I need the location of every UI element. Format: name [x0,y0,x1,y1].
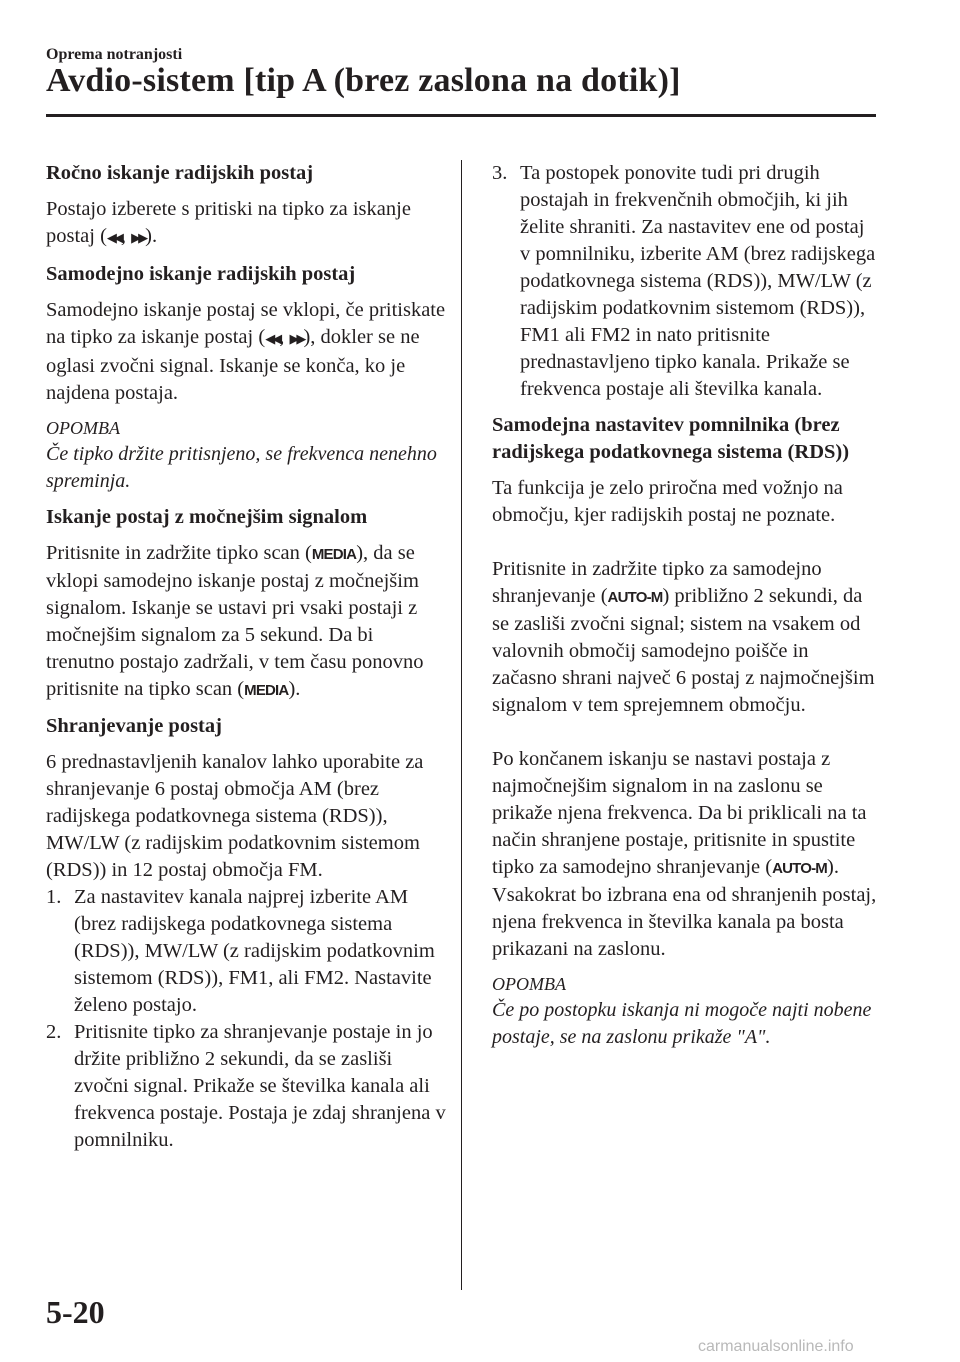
heading-store-stations: Shranjevanje postaj [46,715,222,737]
note-text: Če po postopku iskanja ni mogoče najti nobene postaje, se na zaslonu prikaže "A". [492,999,872,1048]
list-item: 3. Ta postopek ponovite tudi pri drugih postajah in frekvenčnih območjih, ki jih želite shraniti. Za nastavitev ene od postaj v pomnilniku, izberite AM (brez radijskega podatkovnega sistema (RDS)), MW/LW (z radijskim podatkovnim sistemom (RDS)), FM1 ali FM2 in nato pritisnite prednastavljeno tipko kanala. Prikaže se frekvenca postaje ali številka kanala. [492,162,876,400]
spacer [492,538,878,556]
list-item: 1. Za nastavitev kanala najprej izberite AM (brez radijskega podatkovnega sistema (RDS)), MW/LW (z radijskim podatkovnim sistemom (RDS)), FM1, ali FM2. Nastavite želeno postajo. [46,886,435,1016]
media-button-icon: MEDIA [311,546,357,563]
right-column [492,160,878,1060]
store-steps-list [46,884,446,1154]
watermark: carmanualsonline.info [698,1338,854,1355]
heading-auto-search: Samodejno iskanje radijskih postaj [46,263,356,285]
paragraph-auto-memory-hold: Pritisnite in zadržite tipko za samodejno shranjevanje (AUTO-M) približno 2 sekundi, da se zasliši zvočni signal; sistem na vsakem od valovnih območij samodejno poišče in začasno shrani največ 6 postaj z najmočnejšim signalom v tem sprejemnem območju. [492,558,875,716]
paragraph-strong-signal: Pritisnite in zadržite tipko scan (MEDIA), da se vklopi samodejno iskanje postaj z močnejšim signalom. Iskanje se ustavi pri vsaki postaji z močnejšim signalom za 5 sekund. Da bi trenutno postajo zadržali, v tem času ponovno pritisnite na tipko scan (MEDIA). [46,542,424,700]
column-divider [461,160,462,1290]
heading-manual-search: Ročno iskanje radijskih postaj [46,162,314,184]
page-title: Avdio-sistem [tip A (brez zaslona na dotik)] [46,62,681,99]
spacer [492,728,878,746]
media-button-icon: MEDIA [244,682,289,699]
paragraph-auto-search: Samodejno iskanje postaj se vklopi, če pritiskate na tipko za iskanje postaj (◀◀, ▶▶), dokler se ne oglasi zvočni signal. Iskanje se konča, ko je najdena postaja. [46,299,446,404]
note-label: OPOMBA [492,974,566,994]
note-label: OPOMBA [46,418,120,438]
auto-m-button-icon: AUTO-M [607,589,663,606]
seek-up-icon: ▶▶ [131,231,146,246]
note-text: Če tipko držite pritisnjeno, se frekvenca nenehno spreminja. [46,443,437,492]
paragraph-auto-memory-recall: Po končanem iskanju se nastavi postaja z najmočnejšim signalom in na zaslonu se prikaže njena frekvenca. Da bi priklicali na ta način shranjene postaje, pritisnite in spustite tipko za samodejno shranjevanje (AUTO-M). Vsakokrat bo izbrana ena od shranjenih postaj, njena frekvenca in številka kanala pa bosta prikazani na zaslonu. [492,748,877,960]
page-number: 5-20 [46,1294,105,1330]
paragraph-manual-search: Postajo izberete s pritiski na tipko za iskanje postaj (◀◀, ▶▶). [46,198,411,247]
auto-m-button-icon: AUTO-M [772,860,827,877]
paragraph-auto-memory-intro: Ta funkcija je zelo priročna med vožnjo na območju, kjer radijskih postaj ne poznate. [492,477,843,526]
heading-auto-memory: Samodejna nastavitev pomnilnika (brez radijskega podatkovnega sistema (RDS)) [492,414,850,463]
seek-down-icon: ◀◀ [106,231,121,246]
section-label: Oprema notranjosti [46,46,183,63]
left-column [46,160,446,1163]
seek-up-icon: ▶▶ [289,332,304,347]
list-item: 2. Pritisnite tipko za shranjevanje postaje in jo držite približno 2 sekundi, da se zasliši zvočni signal. Prikaže se številka kanala ali frekvenca postaje. Postaja je zdaj shranjena v pomnilniku. [46,1021,446,1151]
seek-down-icon: ◀◀ [265,332,280,347]
heading-strong-signal: Iskanje postaj z močnejšim signalom [46,506,368,528]
title-rule [46,114,876,117]
store-steps-list-continued [492,160,878,403]
paragraph-store-stations: 6 prednastavljenih kanalov lahko uporabite za shranjevanje 6 postaj območja AM (brez radijskega podatkovnega sistema (RDS)), MW/LW (z radijskim podatkovnim sistemom (RDS)) in 12 postaj območja FM. [46,751,424,881]
